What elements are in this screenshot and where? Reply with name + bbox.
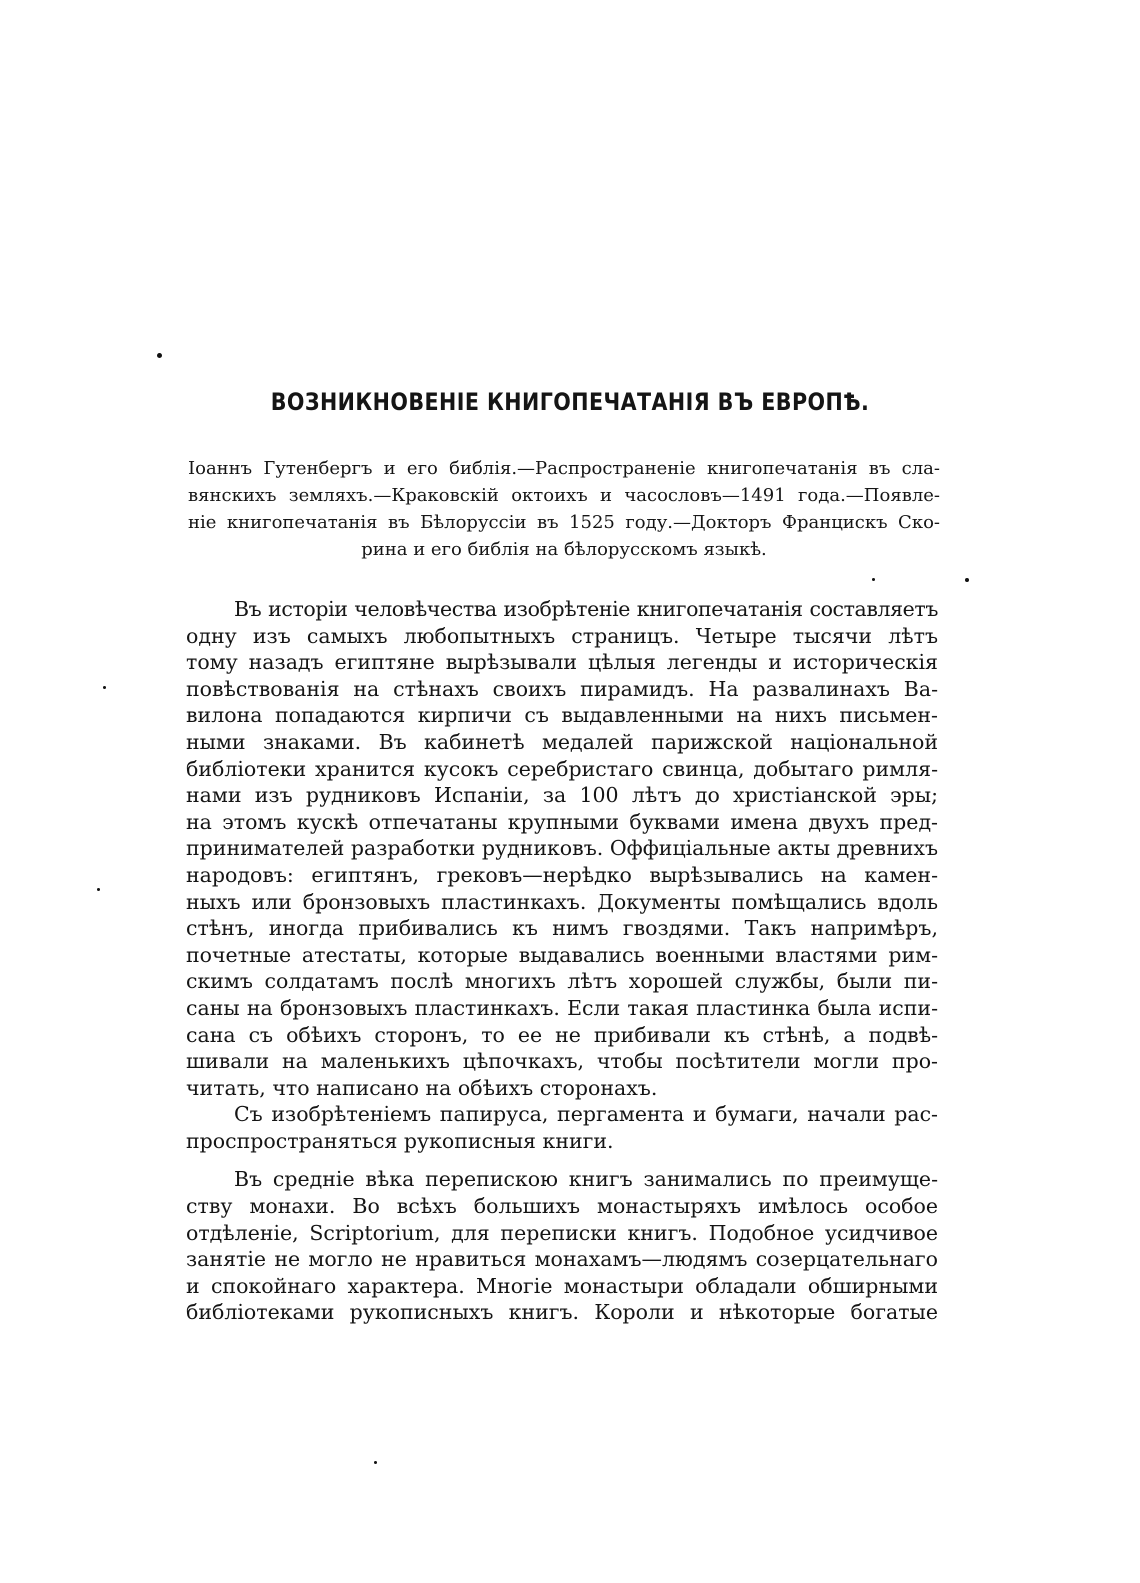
chapter-body bbox=[186, 596, 938, 1326]
text-line: одну изъ самыхъ любопытныхъ страницъ. Четыре тысячи лѣтъ bbox=[186, 623, 938, 648]
scan-speck bbox=[157, 353, 162, 358]
paragraph-gap bbox=[186, 1154, 938, 1166]
text-line: скимъ солдатамъ послѣ многихъ лѣтъ хорошей службы, были пи- bbox=[186, 969, 938, 994]
scan-speck bbox=[374, 1461, 377, 1464]
summary-line: ніе книгопечатанія въ Бѣлоруссіи въ 1525 году.—Докторъ Франциcкъ Ско- bbox=[188, 512, 940, 533]
text-line: отдѣленіе, Scriptorium, для переписки книгъ. Подобное усидчивое bbox=[186, 1220, 938, 1245]
text-line: ными знаками. Въ кабинетѣ медалей парижской національной bbox=[186, 729, 938, 754]
text-line: библіотеки хранится кусокъ серебристаго свинца, добытаго римля- bbox=[186, 756, 938, 781]
text-line: занятіе не могло не нравиться монахамъ—людямъ созерцательнаго bbox=[186, 1247, 938, 1272]
text-line: на этомъ кускѣ отпечатаны крупными буквами имена двухъ пред- bbox=[186, 809, 938, 834]
text-line: саны на бронзовыхъ пластинкахъ. Если такая пластинка была испи- bbox=[186, 995, 938, 1020]
chapter-title: ВОЗНИКНОВЕНІЕ КНИГОПЕЧАТАНІЯ ВЪ ЕВРОПѢ. bbox=[270, 388, 870, 416]
text-line: Съ изобрѣтеніемъ папируса, пергамента и бумаги, начали рас- bbox=[234, 1102, 938, 1127]
chapter-summary bbox=[188, 455, 940, 563]
text-line: почетные атестаты, которые выдавались военными властями рим- bbox=[186, 942, 938, 967]
text-line: стѣнъ, иногда прибивались къ нимъ гвоздями. Такъ напримѣръ, bbox=[186, 916, 938, 941]
text-line: Въ исторіи человѣчества изобрѣтеніе книгопечатанія составляетъ bbox=[234, 597, 938, 621]
text-line: проспространяться рукописныя книги. bbox=[186, 1128, 614, 1153]
scan-speck bbox=[103, 686, 106, 689]
summary-line: Іоаннъ Гутенбергъ и его библія.—Распространеніе книгопечатанія въ сла- bbox=[188, 458, 940, 479]
scan-speck bbox=[872, 578, 875, 581]
summary-line: рина и его библія на бѣлорусскомъ языкѣ. bbox=[361, 539, 767, 560]
summary-line: вянскихъ земляхъ.—Краковскій октоихъ и часословъ—1491 года.—Появле- bbox=[188, 485, 940, 506]
text-line: Въ средніе вѣка перепискою книгъ занимались по преимуще- bbox=[234, 1167, 938, 1192]
text-line: повѣствованія на стѣнахъ своихъ пирамидъ. На развалинахъ Ва- bbox=[186, 676, 938, 701]
scan-speck bbox=[965, 578, 969, 582]
text-line: ству монахи. Во всѣхъ большихъ монастыряхъ имѣлось особое bbox=[186, 1194, 938, 1219]
text-line: вилона попадаются кирпичи съ выдавленными на нихъ письмен- bbox=[186, 703, 938, 728]
text-line: шивали на маленькихъ цѣпочкахъ, чтобы посѣтители могли про- bbox=[186, 1049, 938, 1074]
text-line: читать, что написано на обѣихъ сторонахъ. bbox=[186, 1075, 658, 1100]
text-line: принимателей разработки рудниковъ. Оффиціальные акты древнихъ bbox=[186, 836, 938, 861]
text-line: и спокойнаго характера. Многіе монастыри обладали обширными bbox=[186, 1273, 938, 1298]
text-line: ныхъ или бронзовыхъ пластинкахъ. Документы помѣщались вдоль bbox=[186, 889, 938, 914]
text-line: библіотеками рукописныхъ книгъ. Короли и нѣкоторые богатые bbox=[186, 1300, 938, 1325]
text-line: народовъ: египтянъ, грековъ—нерѣдко вырѣзывались на камен- bbox=[186, 862, 938, 887]
text-line: нами изъ рудниковъ Испаніи, за 100 лѣтъ до христіанской эры; bbox=[186, 783, 938, 808]
text-line: тому назадъ египтяне вырѣзывали цѣлыя легенды и историческія bbox=[186, 650, 938, 675]
text-line: сана съ обѣихъ сторонъ, то ее не прибивали къ стѣнѣ, а подвѣ- bbox=[186, 1022, 938, 1047]
scan-speck bbox=[97, 888, 100, 891]
